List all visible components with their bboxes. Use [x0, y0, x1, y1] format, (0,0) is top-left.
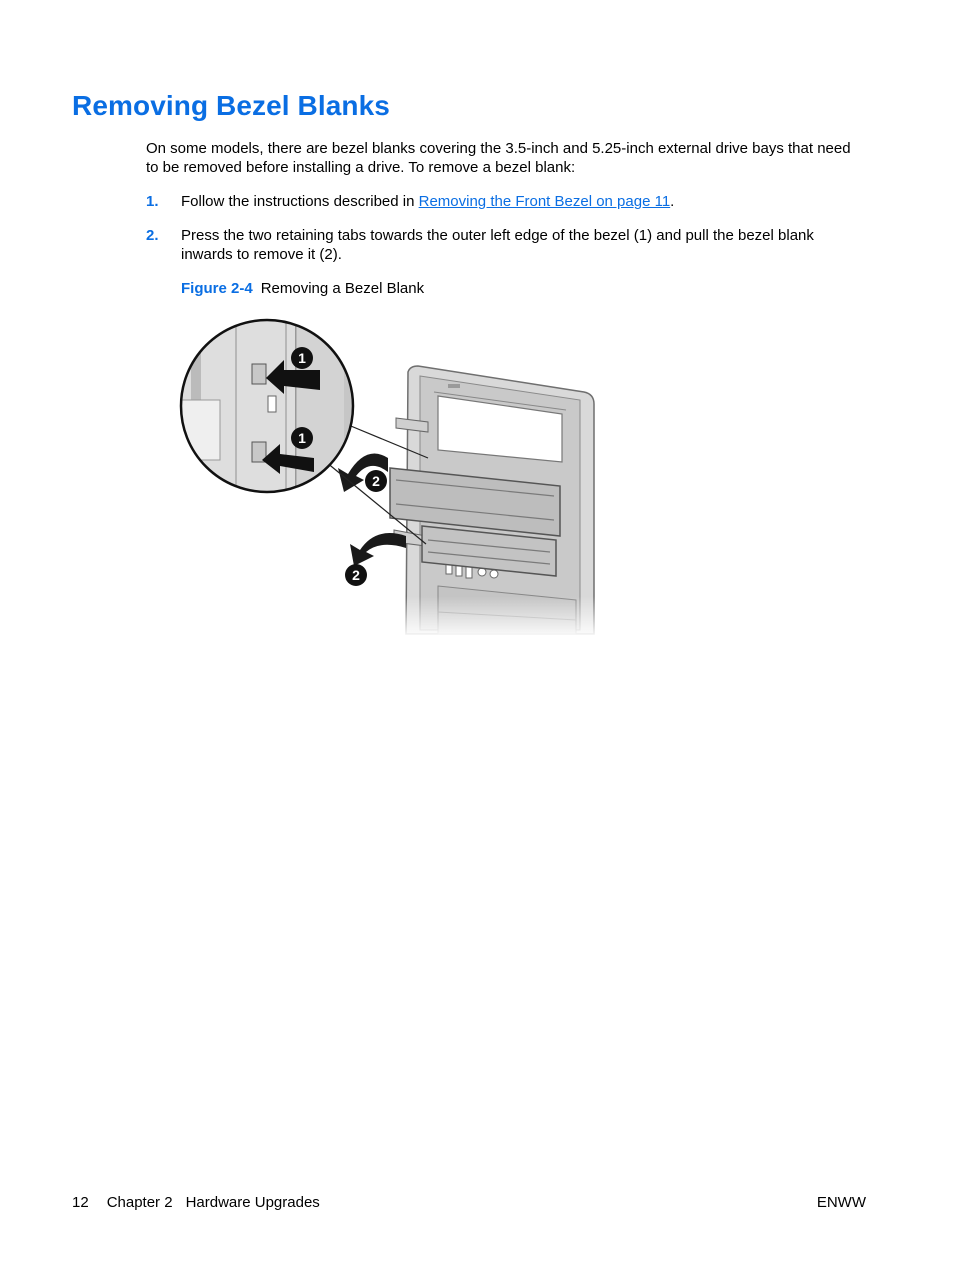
- step-number: 2.: [146, 227, 159, 244]
- chapter-title: Hardware Upgrades: [185, 1194, 320, 1211]
- page-number: 12: [72, 1194, 89, 1211]
- callout-1-lower: [291, 427, 313, 449]
- svg-text:1: 1: [298, 430, 306, 446]
- svg-text:1: 1: [298, 350, 306, 366]
- step-text-after: .: [670, 193, 675, 210]
- bezel-blank-illustration: [176, 314, 606, 639]
- figure-caption: [181, 279, 424, 298]
- chapter-label: Chapter 2: [106, 1194, 173, 1211]
- intro-paragraph: On some models, there are bezel blanks covering the 3.5-inch and 5.25-inch external drive bays that need to be removed before installing a drive. To remove a bezel blank:: [146, 140, 851, 176]
- step-text: [181, 192, 866, 211]
- step-number: 1.: [146, 193, 159, 210]
- callout-2-upper: [365, 470, 387, 492]
- svg-text:2: 2: [372, 473, 380, 489]
- removing-front-bezel-link[interactable]: Removing the Front Bezel on page 11: [418, 193, 671, 210]
- callout-2-lower: [345, 564, 367, 586]
- step-text: Press the two retaining tabs towards the outer left edge of the bezel (1) and pull the bezel blank inwards to remove it (2).: [181, 227, 814, 263]
- page-footer-right: ENWW: [816, 1194, 866, 1211]
- svg-text:2: 2: [352, 567, 360, 583]
- page-footer-left: [72, 1193, 320, 1212]
- step-text-before: Follow the instructions described in: [181, 193, 419, 210]
- figure-label: Figure 2-4: [181, 280, 253, 297]
- figure-caption-text: Removing a Bezel Blank: [260, 280, 425, 297]
- callout-1-upper: [291, 347, 313, 369]
- page-title: Removing Bezel Blanks: [72, 90, 390, 121]
